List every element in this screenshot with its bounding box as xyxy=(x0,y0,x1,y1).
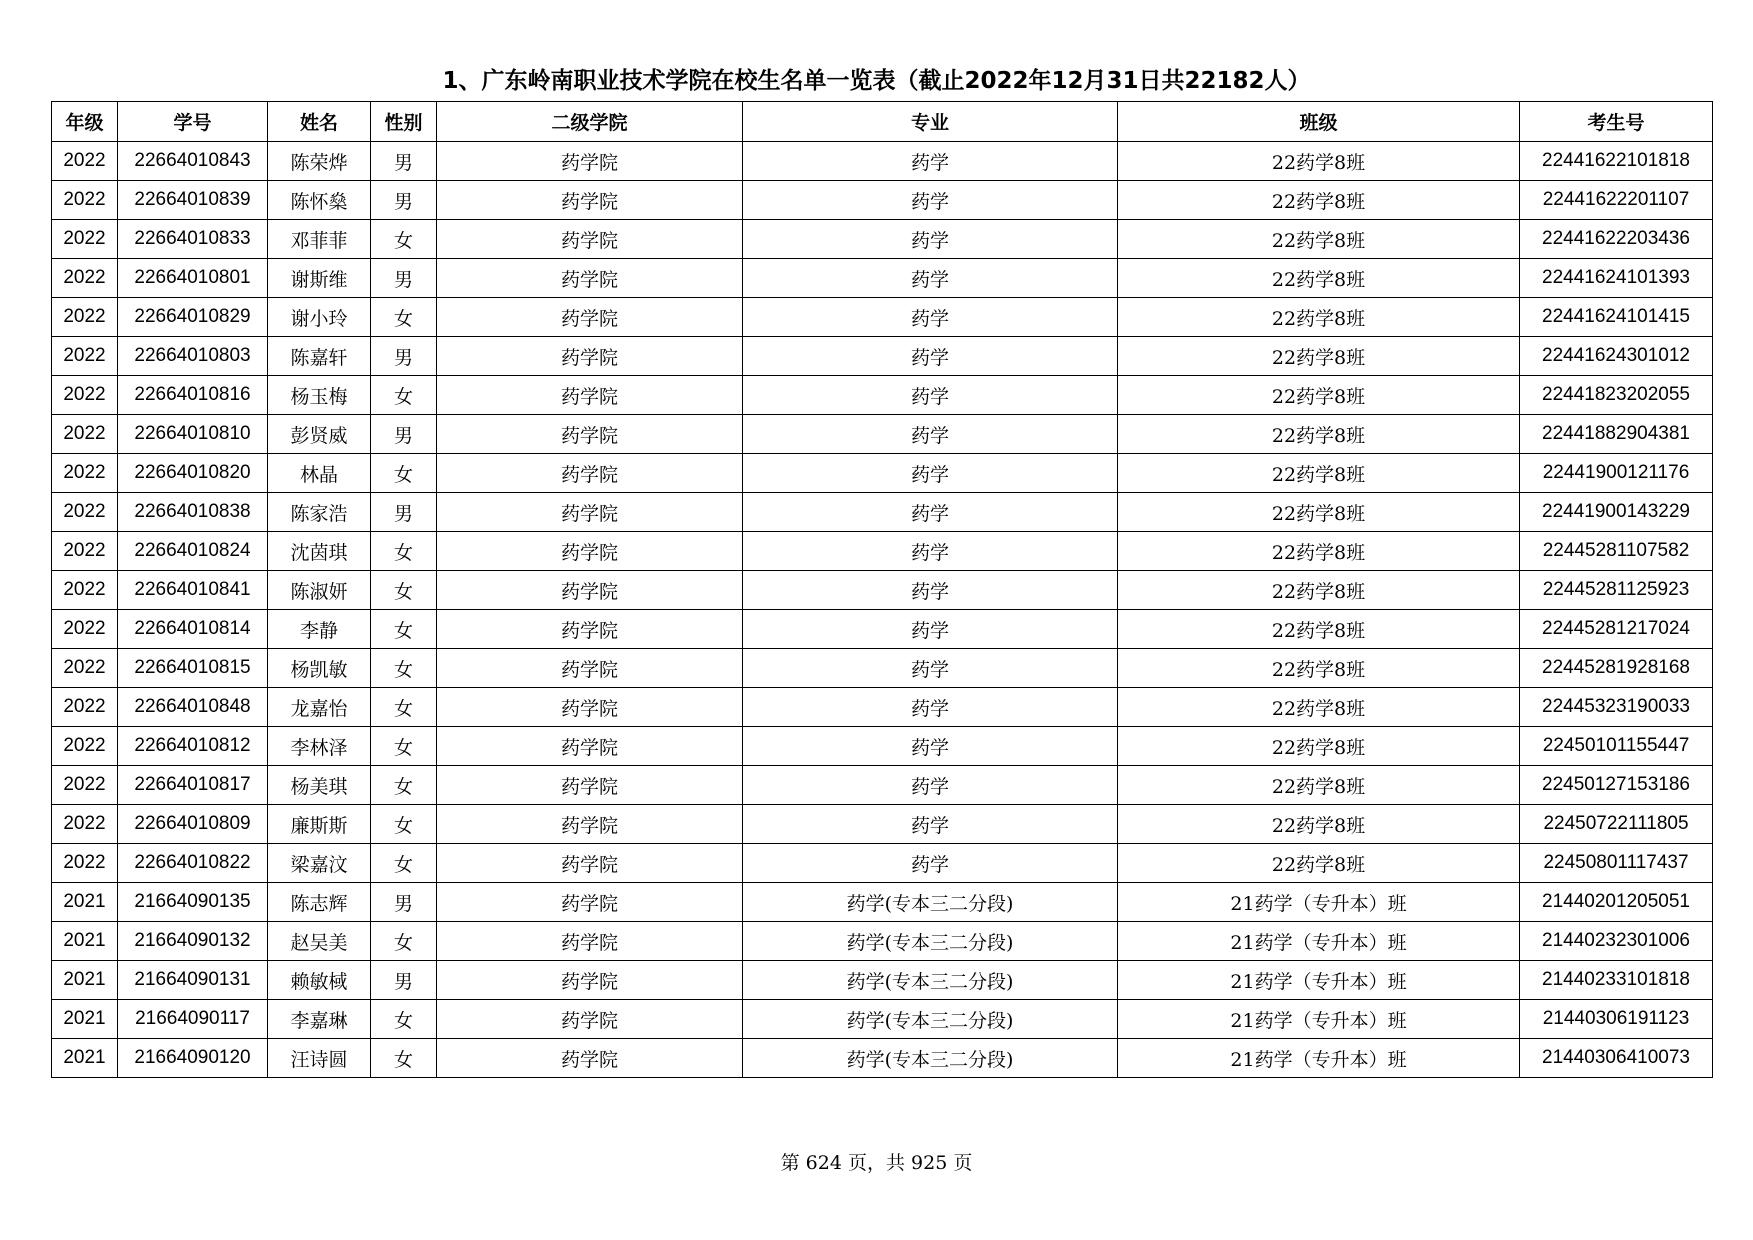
student-id-cell: 22664010824 xyxy=(118,532,268,571)
college-cell: 药学院 xyxy=(437,688,743,727)
class-cell: 22药学8班 xyxy=(1118,727,1520,766)
major-cell: 药学 xyxy=(743,415,1118,454)
grade-cell: 2021 xyxy=(52,1039,118,1078)
exam-number-cell: 22441622101818 xyxy=(1520,142,1713,181)
class-cell: 22药学8班 xyxy=(1118,142,1520,181)
student-id-cell: 22664010820 xyxy=(118,454,268,493)
table-row xyxy=(52,649,1713,688)
class-cell: 22药学8班 xyxy=(1118,454,1520,493)
gender-cell: 女 xyxy=(371,844,437,883)
exam-number-cell: 22445281928168 xyxy=(1520,649,1713,688)
gender-cell: 女 xyxy=(371,298,437,337)
class-cell: 22药学8班 xyxy=(1118,805,1520,844)
exam-number-cell: 22450101155447 xyxy=(1520,727,1713,766)
table-row xyxy=(52,766,1713,805)
student-id-cell: 22664010815 xyxy=(118,649,268,688)
grade-cell: 2021 xyxy=(52,1000,118,1039)
college-cell: 药学院 xyxy=(437,610,743,649)
gender-cell: 男 xyxy=(371,883,437,922)
exam-number-cell: 21440201205051 xyxy=(1520,883,1713,922)
major-cell: 药学 xyxy=(743,844,1118,883)
major-cell: 药学 xyxy=(743,454,1118,493)
major-cell: 药学 xyxy=(743,805,1118,844)
student-id-cell: 21664090131 xyxy=(118,961,268,1000)
grade-cell: 2022 xyxy=(52,493,118,532)
class-cell: 22药学8班 xyxy=(1118,259,1520,298)
name-cell: 谢小玲 xyxy=(268,298,371,337)
page-title: 1、广东岭南职业技术学院在校生名单一览表（截止2022年12月31日共22182人） xyxy=(442,68,1311,94)
class-cell: 22药学8班 xyxy=(1118,532,1520,571)
student-id-cell: 22664010843 xyxy=(118,142,268,181)
class-cell: 21药学（专升本）班 xyxy=(1118,1039,1520,1078)
table-row xyxy=(52,1000,1713,1039)
student-id-cell: 22664010829 xyxy=(118,298,268,337)
table-row xyxy=(52,688,1713,727)
table-row xyxy=(52,727,1713,766)
major-cell: 药学(专本三二分段) xyxy=(743,883,1118,922)
grade-cell: 2022 xyxy=(52,532,118,571)
gender-cell: 女 xyxy=(371,922,437,961)
name-cell: 邓菲菲 xyxy=(268,220,371,259)
college-cell: 药学院 xyxy=(437,766,743,805)
exam-number-cell: 21440306410073 xyxy=(1520,1039,1713,1078)
student-id-cell: 22664010841 xyxy=(118,571,268,610)
name-cell: 汪诗圆 xyxy=(268,1039,371,1078)
grade-cell: 2022 xyxy=(52,142,118,181)
table-row xyxy=(52,532,1713,571)
grade-cell: 2022 xyxy=(52,181,118,220)
exam-number-cell: 22441622203436 xyxy=(1520,220,1713,259)
student-id-cell: 22664010803 xyxy=(118,337,268,376)
student-id-cell: 22664010801 xyxy=(118,259,268,298)
major-cell: 药学 xyxy=(743,298,1118,337)
class-cell: 22药学8班 xyxy=(1118,493,1520,532)
major-cell: 药学 xyxy=(743,610,1118,649)
header-college: 二级学院 xyxy=(437,102,743,142)
table-row xyxy=(52,181,1713,220)
class-cell: 22药学8班 xyxy=(1118,220,1520,259)
college-cell: 药学院 xyxy=(437,922,743,961)
gender-cell: 男 xyxy=(371,961,437,1000)
major-cell: 药学 xyxy=(743,376,1118,415)
class-cell: 22药学8班 xyxy=(1118,376,1520,415)
college-cell: 药学院 xyxy=(437,454,743,493)
exam-number-cell: 21440233101818 xyxy=(1520,961,1713,1000)
class-cell: 22药学8班 xyxy=(1118,337,1520,376)
table-row xyxy=(52,415,1713,454)
table-row xyxy=(52,1039,1713,1078)
college-cell: 药学院 xyxy=(437,883,743,922)
name-cell: 陈荣烨 xyxy=(268,142,371,181)
major-cell: 药学 xyxy=(743,181,1118,220)
grade-cell: 2022 xyxy=(52,688,118,727)
student-id-cell: 22664010814 xyxy=(118,610,268,649)
major-cell: 药学 xyxy=(743,571,1118,610)
name-cell: 李静 xyxy=(268,610,371,649)
name-cell: 赖敏棫 xyxy=(268,961,371,1000)
class-cell: 22药学8班 xyxy=(1118,298,1520,337)
college-cell: 药学院 xyxy=(437,259,743,298)
gender-cell: 女 xyxy=(371,766,437,805)
exam-number-cell: 22441900143229 xyxy=(1520,493,1713,532)
class-cell: 22药学8班 xyxy=(1118,610,1520,649)
college-cell: 药学院 xyxy=(437,805,743,844)
name-cell: 李林泽 xyxy=(268,727,371,766)
major-cell: 药学(专本三二分段) xyxy=(743,1039,1118,1078)
table-body xyxy=(52,142,1713,1078)
exam-number-cell: 22450127153186 xyxy=(1520,766,1713,805)
exam-number-cell: 21440232301006 xyxy=(1520,922,1713,961)
student-id-cell: 22664010810 xyxy=(118,415,268,454)
college-cell: 药学院 xyxy=(437,571,743,610)
grade-cell: 2022 xyxy=(52,571,118,610)
table-header-row xyxy=(52,102,1713,142)
grade-cell: 2022 xyxy=(52,766,118,805)
gender-cell: 男 xyxy=(371,142,437,181)
student-id-cell: 22664010812 xyxy=(118,727,268,766)
grade-cell: 2021 xyxy=(52,883,118,922)
exam-number-cell: 22441624301012 xyxy=(1520,337,1713,376)
class-cell: 22药学8班 xyxy=(1118,415,1520,454)
gender-cell: 女 xyxy=(371,532,437,571)
exam-number-cell: 22445281217024 xyxy=(1520,610,1713,649)
gender-cell: 男 xyxy=(371,181,437,220)
grade-cell: 2022 xyxy=(52,337,118,376)
student-roster-table xyxy=(51,101,1713,1078)
table-row xyxy=(52,298,1713,337)
exam-number-cell: 22441624101393 xyxy=(1520,259,1713,298)
table-row xyxy=(52,454,1713,493)
major-cell: 药学 xyxy=(743,142,1118,181)
page-footer: 第 624 页，共 925 页 xyxy=(780,1152,973,1174)
college-cell: 药学院 xyxy=(437,181,743,220)
name-cell: 杨美琪 xyxy=(268,766,371,805)
exam-number-cell: 22445281107582 xyxy=(1520,532,1713,571)
class-cell: 22药学8班 xyxy=(1118,181,1520,220)
gender-cell: 女 xyxy=(371,376,437,415)
exam-number-cell: 22441624101415 xyxy=(1520,298,1713,337)
exam-number-cell: 21440306191123 xyxy=(1520,1000,1713,1039)
name-cell: 林晶 xyxy=(268,454,371,493)
student-id-cell: 22664010822 xyxy=(118,844,268,883)
major-cell: 药学(专本三二分段) xyxy=(743,1000,1118,1039)
class-cell: 22药学8班 xyxy=(1118,688,1520,727)
student-id-cell: 21664090135 xyxy=(118,883,268,922)
grade-cell: 2022 xyxy=(52,844,118,883)
name-cell: 谢斯维 xyxy=(268,259,371,298)
name-cell: 龙嘉怡 xyxy=(268,688,371,727)
college-cell: 药学院 xyxy=(437,337,743,376)
class-cell: 21药学（专升本）班 xyxy=(1118,922,1520,961)
gender-cell: 女 xyxy=(371,727,437,766)
table-row xyxy=(52,259,1713,298)
college-cell: 药学院 xyxy=(437,727,743,766)
class-cell: 22药学8班 xyxy=(1118,649,1520,688)
student-id-cell: 21664090120 xyxy=(118,1039,268,1078)
class-cell: 21药学（专升本）班 xyxy=(1118,961,1520,1000)
name-cell: 梁嘉汶 xyxy=(268,844,371,883)
major-cell: 药学 xyxy=(743,220,1118,259)
major-cell: 药学 xyxy=(743,766,1118,805)
grade-cell: 2022 xyxy=(52,610,118,649)
college-cell: 药学院 xyxy=(437,415,743,454)
gender-cell: 女 xyxy=(371,571,437,610)
class-cell: 21药学（专升本）班 xyxy=(1118,1000,1520,1039)
gender-cell: 男 xyxy=(371,415,437,454)
college-cell: 药学院 xyxy=(437,298,743,337)
major-cell: 药学 xyxy=(743,727,1118,766)
gender-cell: 女 xyxy=(371,610,437,649)
college-cell: 药学院 xyxy=(437,220,743,259)
table-row xyxy=(52,844,1713,883)
table-row xyxy=(52,337,1713,376)
name-cell: 陈淑妍 xyxy=(268,571,371,610)
header-major: 专业 xyxy=(743,102,1118,142)
class-cell: 21药学（专升本）班 xyxy=(1118,883,1520,922)
gender-cell: 女 xyxy=(371,220,437,259)
gender-cell: 女 xyxy=(371,649,437,688)
gender-cell: 男 xyxy=(371,259,437,298)
gender-cell: 女 xyxy=(371,454,437,493)
college-cell: 药学院 xyxy=(437,961,743,1000)
table-row xyxy=(52,493,1713,532)
name-cell: 廉斯斯 xyxy=(268,805,371,844)
grade-cell: 2021 xyxy=(52,922,118,961)
header-gender: 性别 xyxy=(371,102,437,142)
name-cell: 沈茵琪 xyxy=(268,532,371,571)
exam-number-cell: 22441823202055 xyxy=(1520,376,1713,415)
name-cell: 陈怀燊 xyxy=(268,181,371,220)
table-row xyxy=(52,805,1713,844)
exam-number-cell: 22450801117437 xyxy=(1520,844,1713,883)
name-cell: 李嘉琳 xyxy=(268,1000,371,1039)
gender-cell: 男 xyxy=(371,337,437,376)
grade-cell: 2022 xyxy=(52,298,118,337)
table-row xyxy=(52,610,1713,649)
name-cell: 陈志辉 xyxy=(268,883,371,922)
gender-cell: 男 xyxy=(371,493,437,532)
college-cell: 药学院 xyxy=(437,376,743,415)
college-cell: 药学院 xyxy=(437,532,743,571)
exam-number-cell: 22445323190033 xyxy=(1520,688,1713,727)
gender-cell: 女 xyxy=(371,688,437,727)
name-cell: 杨凯敏 xyxy=(268,649,371,688)
college-cell: 药学院 xyxy=(437,142,743,181)
table-row xyxy=(52,961,1713,1000)
major-cell: 药学 xyxy=(743,337,1118,376)
major-cell: 药学 xyxy=(743,688,1118,727)
college-cell: 药学院 xyxy=(437,649,743,688)
table-row xyxy=(52,571,1713,610)
major-cell: 药学 xyxy=(743,259,1118,298)
header-class: 班级 xyxy=(1118,102,1520,142)
class-cell: 22药学8班 xyxy=(1118,571,1520,610)
major-cell: 药学(专本三二分段) xyxy=(743,922,1118,961)
grade-cell: 2021 xyxy=(52,961,118,1000)
name-cell: 赵吴美 xyxy=(268,922,371,961)
major-cell: 药学(专本三二分段) xyxy=(743,961,1118,1000)
exam-number-cell: 22441622201107 xyxy=(1520,181,1713,220)
name-cell: 陈家浩 xyxy=(268,493,371,532)
student-id-cell: 22664010838 xyxy=(118,493,268,532)
table-row xyxy=(52,220,1713,259)
exam-number-cell: 22441882904381 xyxy=(1520,415,1713,454)
gender-cell: 女 xyxy=(371,1000,437,1039)
header-student-id: 学号 xyxy=(118,102,268,142)
header-grade: 年级 xyxy=(52,102,118,142)
grade-cell: 2022 xyxy=(52,376,118,415)
grade-cell: 2022 xyxy=(52,220,118,259)
major-cell: 药学 xyxy=(743,649,1118,688)
exam-number-cell: 22450722111805 xyxy=(1520,805,1713,844)
grade-cell: 2022 xyxy=(52,805,118,844)
exam-number-cell: 22441900121176 xyxy=(1520,454,1713,493)
grade-cell: 2022 xyxy=(52,259,118,298)
class-cell: 22药学8班 xyxy=(1118,766,1520,805)
grade-cell: 2022 xyxy=(52,727,118,766)
header-name: 姓名 xyxy=(268,102,371,142)
student-id-cell: 22664010833 xyxy=(118,220,268,259)
class-cell: 22药学8班 xyxy=(1118,844,1520,883)
name-cell: 陈嘉轩 xyxy=(268,337,371,376)
student-id-cell: 22664010816 xyxy=(118,376,268,415)
header-exam-number: 考生号 xyxy=(1520,102,1713,142)
table-row xyxy=(52,142,1713,181)
table-row xyxy=(52,376,1713,415)
table-row xyxy=(52,883,1713,922)
student-id-cell: 21664090132 xyxy=(118,922,268,961)
student-id-cell: 21664090117 xyxy=(118,1000,268,1039)
college-cell: 药学院 xyxy=(437,493,743,532)
table-row xyxy=(52,922,1713,961)
college-cell: 药学院 xyxy=(437,1039,743,1078)
grade-cell: 2022 xyxy=(52,415,118,454)
college-cell: 药学院 xyxy=(437,1000,743,1039)
name-cell: 杨玉梅 xyxy=(268,376,371,415)
student-id-cell: 22664010809 xyxy=(118,805,268,844)
gender-cell: 女 xyxy=(371,1039,437,1078)
student-id-cell: 22664010848 xyxy=(118,688,268,727)
gender-cell: 女 xyxy=(371,805,437,844)
major-cell: 药学 xyxy=(743,493,1118,532)
college-cell: 药学院 xyxy=(437,844,743,883)
name-cell: 彭贤威 xyxy=(268,415,371,454)
exam-number-cell: 22445281125923 xyxy=(1520,571,1713,610)
grade-cell: 2022 xyxy=(52,454,118,493)
grade-cell: 2022 xyxy=(52,649,118,688)
student-id-cell: 22664010839 xyxy=(118,181,268,220)
major-cell: 药学 xyxy=(743,532,1118,571)
student-id-cell: 22664010817 xyxy=(118,766,268,805)
